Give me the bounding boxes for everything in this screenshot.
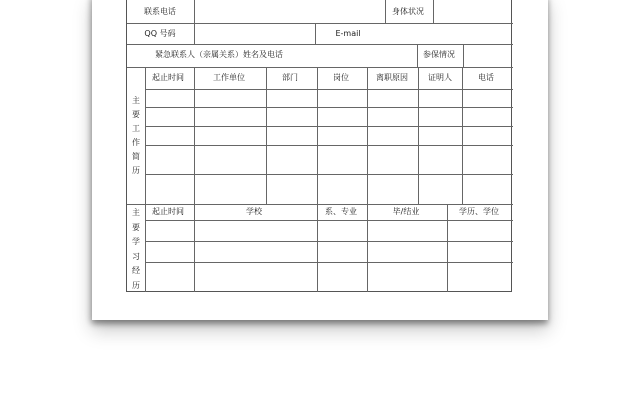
study-header-school: 学校 [246, 207, 262, 216]
study-header-period: 起止时间 [152, 207, 184, 216]
study-header-major: 系、专业 [325, 207, 357, 216]
work-header-employer: 工作单位 [213, 73, 245, 82]
email-label: E-mail [335, 29, 361, 38]
insurance-status-label: 参保情况 [423, 50, 455, 59]
work-history-side-label: 主要工作简历 [132, 96, 140, 175]
application-form-table [126, 0, 512, 292]
work-header-department: 部门 [282, 73, 298, 82]
qq-number-label: QQ 号码 [144, 29, 176, 38]
health-status-label: 身体状况 [392, 7, 424, 16]
emergency-contact-label: 紧急联系人（亲属关系）姓名及电话 [155, 50, 283, 59]
work-header-period: 起止时间 [152, 73, 184, 82]
study-header-degree: 学历、学位 [459, 207, 499, 216]
work-header-leave-reason: 离职原因 [376, 73, 408, 82]
study-history-side-label: 主要学习经历 [132, 208, 140, 290]
work-header-referee: 证明人 [428, 73, 452, 82]
work-header-phone: 电话 [478, 73, 494, 82]
contact-phone-label: 联系电话 [144, 7, 176, 16]
study-header-completion: 毕/结业 [392, 207, 420, 216]
work-header-position: 岗位 [333, 73, 349, 82]
